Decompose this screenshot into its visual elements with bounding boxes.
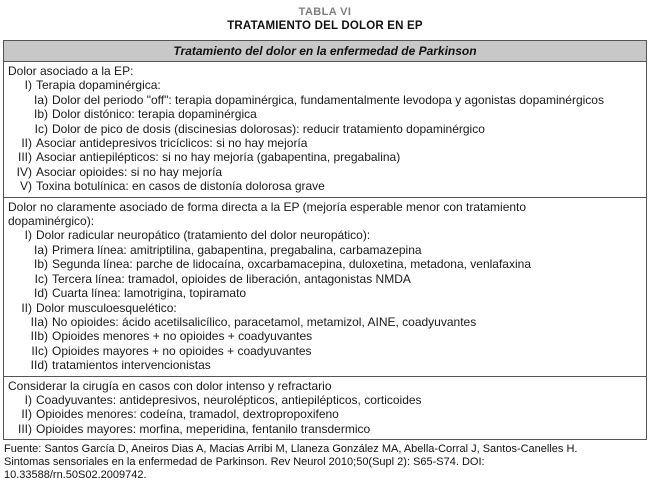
table-line <box>4 228 646 242</box>
line-numeral: IIb) <box>30 329 48 344</box>
table-line <box>4 257 646 271</box>
line-numeral: II) <box>21 407 32 422</box>
table-body <box>4 62 646 439</box>
line-text: Dolor no claramente asociado de forma directa a la EP (mejoría esperable menor con tratamiento dopaminérgico): <box>8 199 527 229</box>
line-numeral: Ic) <box>34 271 48 286</box>
line-text: Opioides menores: codeína, tramadol, dextropropoxifeno <box>36 407 339 422</box>
table-section <box>4 62 646 197</box>
table-line <box>4 379 646 393</box>
line-numeral: IV) <box>16 164 32 179</box>
source-citation: Fuente: Santos García D, Aneiros Dias A, Macias Arribi M, Llaneza González MA, Abella-Corral J, Santos-Canelles H. Sintomas sensoriales en la enfermedad de Parkinson. Rev Neurol 2010;50(Supl 2): S65-S74. DOI: 10.33588/rn.50S02.2009742. <box>4 443 578 482</box>
line-text: Dolor asociado a la EP: <box>8 64 134 78</box>
table-line <box>4 286 646 300</box>
line-text: Considerar la cirugía en casos con dolor intenso y refractario <box>8 378 332 393</box>
table-line <box>4 136 646 150</box>
table-header: Tratamiento del dolor en la enfermedad de Parkinson <box>4 41 646 62</box>
table-line <box>4 272 646 286</box>
table-line <box>4 150 646 164</box>
line-text: Opioides menores + no opioides + coadyuvantes <box>52 329 313 344</box>
line-text: Toxina botulínica: en casos de distonía dolorosa grave <box>36 179 325 194</box>
table-line <box>4 315 646 329</box>
line-numeral: V) <box>20 179 32 194</box>
table-line <box>4 358 646 372</box>
line-numeral: Ib) <box>33 107 48 122</box>
line-numeral: II) <box>21 300 32 315</box>
table-section <box>4 197 646 376</box>
table-line <box>4 200 602 229</box>
table-line <box>4 122 646 136</box>
line-text: Asociar antidepresivos tricíclicos: si no hay mejoría <box>36 136 308 151</box>
page-title: TRATAMIENTO DEL DOLOR EN EP <box>227 20 423 32</box>
line-numeral: III) <box>18 150 32 165</box>
line-numeral: Ic) <box>34 121 48 136</box>
table-line <box>4 165 646 179</box>
line-text: No opioides: ácido acetilsalicílico, paracetamol, metamizol, AINE, coadyuvantes <box>52 314 477 329</box>
line-text: Asociar antiepilépticos: si no hay mejoría (gabapentina, pregabalina) <box>36 150 401 165</box>
line-text: Opioides mayores: morfina, meperidina, fentanilo transdermico <box>36 421 371 436</box>
table-line <box>4 93 646 107</box>
line-numeral: II) <box>21 136 32 151</box>
line-text: Dolor radicular neuropático (tratamiento del dolor neuropático): <box>36 228 371 243</box>
table-line <box>4 344 646 358</box>
line-text: Primera línea: amitriptilina, gabapentina, pregabalina, carbamazepina <box>52 242 422 257</box>
line-text: Dolor distónico: terapia dopaminérgica <box>52 107 257 122</box>
line-text: Segunda línea: parche de lidocaína, oxcarbamacepina, duloxetina, metadona, venlafaxina <box>52 257 531 272</box>
table-section <box>4 376 646 440</box>
line-numeral: IIa) <box>30 314 48 329</box>
table-line <box>4 107 646 121</box>
line-numeral: I) <box>24 78 32 93</box>
table-line <box>4 64 646 78</box>
line-text: tratamientos intervencionistas <box>52 358 211 373</box>
line-numeral: III) <box>18 421 32 436</box>
line-text: Terapia dopaminérgica: <box>36 78 161 93</box>
line-text: Opioides mayores + no opioides + coadyuvantes <box>52 343 312 358</box>
line-numeral: IId) <box>30 358 48 373</box>
table-line <box>4 407 646 421</box>
line-numeral: Ib) <box>33 257 48 272</box>
line-numeral: Ia) <box>33 92 48 107</box>
pain-treatment-table <box>3 40 647 440</box>
table-line <box>4 243 646 257</box>
table-line <box>4 393 646 407</box>
line-numeral: Id) <box>33 286 48 301</box>
table-line <box>4 78 646 92</box>
line-text: Dolor del periodo "off": terapia dopaminérgica, fundamentalmente levodopa y agonistas dopaminérgicos <box>52 92 604 107</box>
line-text: Cuarta línea: lamotrigina, topiramato <box>52 286 247 301</box>
line-text: Dolor musculoesquelético: <box>36 300 177 315</box>
line-numeral: I) <box>24 228 32 243</box>
table-line <box>4 179 646 193</box>
line-numeral: Ia) <box>33 242 48 257</box>
line-numeral: IIc) <box>31 343 48 358</box>
line-text: Tercera línea: tramadol, opioides de liberación, antagonistas NMDA <box>52 271 411 286</box>
table-line <box>4 301 646 315</box>
table-line <box>4 329 646 343</box>
table-line <box>4 422 646 436</box>
line-text: Dolor de pico de dosis (discinesias dolorosas): reducir tratamiento dopaminérgico <box>52 121 485 136</box>
table-number-heading: TABLA VI <box>298 6 352 18</box>
line-text: Asociar opioides: si no hay mejoría <box>36 164 223 179</box>
line-text: Coadyuvantes: antidepresivos, neurolépticos, antiepilépticos, corticoides <box>36 392 422 407</box>
line-numeral: I) <box>24 392 32 407</box>
